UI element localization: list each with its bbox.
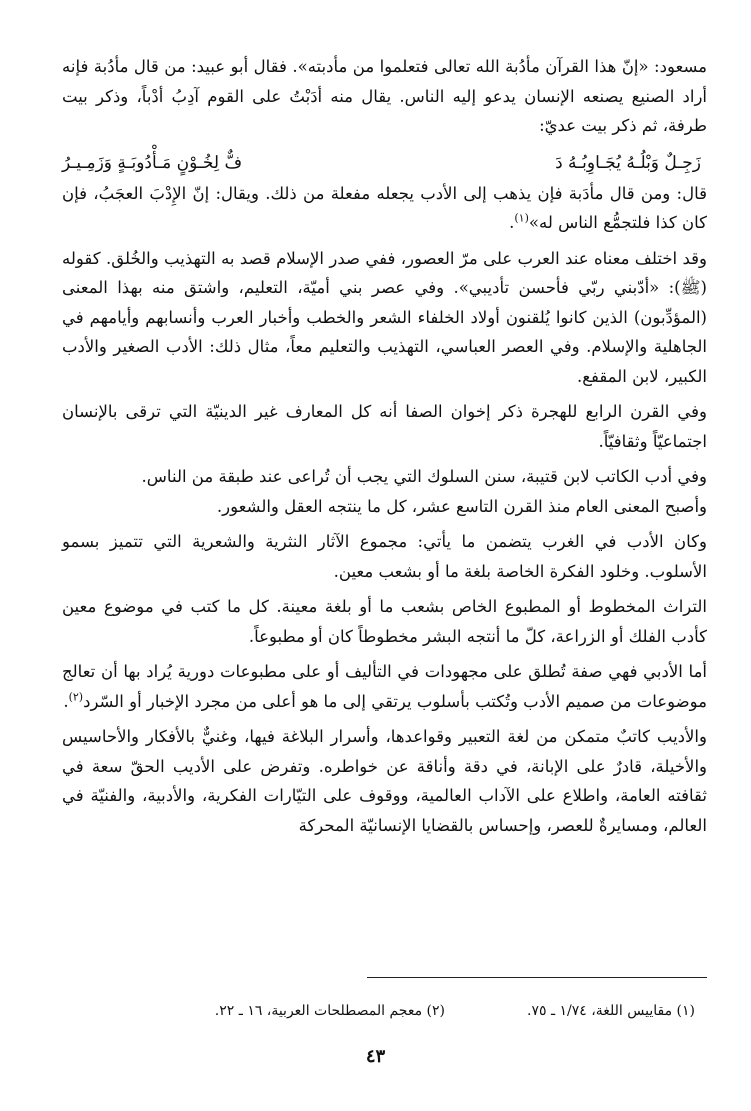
footnotes <box>62 1000 707 1022</box>
paragraph-5-line-1: وفي أدب الكاتب لابن قتيبة، سنن السلوك التي يجب أن تُراعى عند طبقة من الناس. <box>141 467 707 486</box>
paragraph-5 <box>62 462 707 521</box>
verse-first-hemistich: زَجِـلٌ وَبْلُـهُ يُجَـاوِبُـهُ دَ <box>555 152 701 173</box>
paragraph-4: وفي القرن الرابع للهجرة ذكر إخوان الصفا أنه كل المعارف غير الدينيّة التي ترقى بالإنسان اجتماعيّاً وثقافيّاً. <box>62 402 707 451</box>
verse-second-hemistich: فٌّ لِخُـوْنٍ مَـأْدُوبَـةٍ وَزَمِـيـرُ <box>62 152 243 173</box>
paragraph-3: وقد اختلف معناه عند العرب على مرّ العصور، ففي صدر الإسلام قصد به التهذيب والخُلق. كقوله (ﷺ): «أدّبني ربّي فأحسن تأديبي». وفي عصر بني أميّة، التعليم، واشتق منه بهذا المعنى (المؤدِّبون) الذين كانوا يُلقنون أولاد الخلفاء الشعر والخطب وأخبار العرب وأنسابهم وأيامهم في الجاهلية والإسلام. وفي العصر العباسي، التهذيب والتعليم معاً، مثال ذلك: الأدب الصغير والأدب الكبير، لابن المقفع. <box>62 248 707 386</box>
footnote-ref-1[interactable]: (١) <box>514 211 529 225</box>
paragraph-8-text: أما الأدبي فهي صفة تُطلق على مجهودات في التأليف أو على مطبوعات دورية يُراد بها أن تعالج موضوعات من صميم الأدب وتُكتب بأسلوب يرتقي إلى ما هو أعلى من مجرد الإخبار أو السّرد <box>62 662 707 711</box>
footnote-divider <box>367 977 707 978</box>
paragraph-8: أما الأدبي فهي صفة تُطلق على مجهودات في التأليف أو على مطبوعات دورية يُراد بها أن تعالج موضوعات من صميم الأدب وتُكتب بأسلوب يرتقي إلى ما هو أعلى من مجرد الإخبار أو السّرد$^{(٢)}$. <box>62 662 707 711</box>
paragraph-1: مسعود: «إنّ هذا القرآن مأدُبة الله تعالى فتعلموا من مأدبته». فقال أبو عبيد: من قال مأدُبة فإنه أراد الصنيع يصنعه الإنسان يدعو إليه الناس. يقال منه أدَبْتُ على القوم آدِبُ أدْباً، وذكر بيت طرفة، ثم ذكر بيت عديّ: <box>62 57 707 135</box>
poetry-verse <box>62 147 707 179</box>
paragraph-9: والأديب كاتبٌ متمكن من لغة التعبير وقواعدها، وأسرار البلاغة فيها، وغنيٌّ بالأفكار والأحاسيس والأخيلة، قادرٌ على الإبانة، في دقة وأناقة عن خواطره. وتفرض على الأديب الحقّ سعة في ثقافته العامة، واطلاع على الآداب العالمية، ووقوف على التيّارات الفكرية، والأدبية، والفنيّة في العالم، ومسايرةٌ للعصر، وإحساس بالقضايا الإنسانيّة المحركة <box>62 727 707 835</box>
main-text <box>62 52 707 846</box>
paragraph-2: قال: ومن قال مأدَبة فإن يذهب إلى الأدب يجعله مفعلة من ذلك. ويقال: إنّ الإِدْبَ العجَبُ، فإن كان كذا فلتجمُّع الناس له»$^{(١)}$. <box>62 183 707 232</box>
footnote-1: (١) مقاييس اللغة، ١/٧٤ ـ ٧٥. <box>527 1003 695 1019</box>
paragraph-2-text: قال: ومن قال مأدَبة فإن يذهب إلى الأدب يجعله مفعلة من ذلك. ويقال: إنّ الإِدْبَ العجَبُ، فإن كان كذا فلتجمُّع الناس له» <box>62 183 707 232</box>
paragraph-7: التراث المخطوط أو المطبوع الخاص بشعب ما أو بلغة معينة. كل ما كتب في موضوع معين كأدب الفلك أو الزراعة، كلّ ما أنتجه البشر مخطوطاً كان أو مطبوعاً. <box>62 597 707 646</box>
footnote-ref-2[interactable]: (٢) <box>68 690 84 703</box>
footnote-2: (٢) معجم المصطلحات العربية، ١٦ ـ ٢٢. <box>214 1003 445 1019</box>
page-number: ٤٣ <box>365 1046 386 1067</box>
paragraph-5-line-2: وأصبح المعنى العام منذ القرن التاسع عشر، كل ما ينتجه العقل والشعور. <box>216 496 707 516</box>
paragraph-6: وكان الأدب في الغرب يتضمن ما يأتي: مجموع الآثار النثرية والشعرية التي تتميز بسمو الأسلوب. وخلود الفكرة الخاصة بلغة ما أو بشعب معين. <box>62 532 707 581</box>
